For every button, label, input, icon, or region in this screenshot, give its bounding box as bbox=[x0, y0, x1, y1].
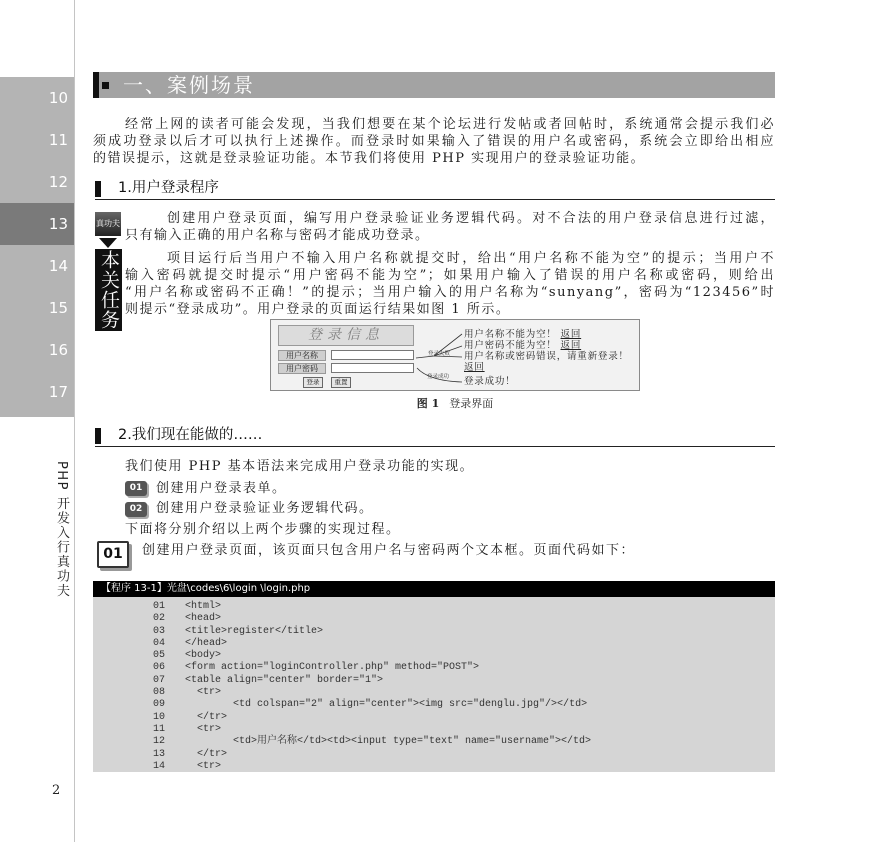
chapter-tab-12: 12 bbox=[48, 173, 68, 191]
page-number: 2 bbox=[52, 783, 61, 798]
code-line-number: 09 bbox=[152, 699, 165, 711]
code-line-text: <table align="center" border="1"> bbox=[185, 674, 384, 686]
step-01-icon: 01 bbox=[125, 481, 147, 496]
annotation-text: 用户名称不能为空！ bbox=[464, 328, 557, 340]
requirements-paragraph bbox=[125, 250, 775, 318]
code-line bbox=[93, 638, 775, 650]
text-line: 须成功登录以后才可以执行上述操作。而登录时如果输入了错误的用户名或密码，系统会立即给出相应 bbox=[93, 134, 775, 149]
code-line bbox=[93, 749, 775, 761]
code-line-text: </tr> bbox=[185, 748, 228, 760]
step-item bbox=[156, 500, 775, 517]
annotation-back bbox=[464, 362, 485, 373]
subsection-title: 2.我们现在能做的…… bbox=[118, 427, 263, 443]
code-line bbox=[93, 613, 775, 625]
text-line: 创建用户登录页面，编写用户登录验证业务逻辑代码。对不合法的用户登录信息进行过滤， bbox=[167, 211, 775, 226]
code-line bbox=[93, 724, 775, 736]
login-screenshot-figure bbox=[270, 319, 640, 391]
text-line: 输入密码就提交时提示“用户密码不能为空”；如果用户输入了错误的用户名称或密码，则给出 bbox=[125, 268, 775, 283]
code-line bbox=[93, 601, 775, 613]
annotation-text: 用户密码不能为空！ bbox=[464, 340, 557, 351]
code-line-number: 07 bbox=[152, 674, 165, 686]
text-line: 下面将分别介绍以上两个步骤的实现过程。 bbox=[125, 521, 401, 537]
annotation-empty-password bbox=[464, 340, 581, 351]
chapter-tab-11: 11 bbox=[48, 131, 68, 149]
reset-button: 重置 bbox=[331, 377, 351, 388]
step-01-large-icon: 01 bbox=[97, 541, 129, 568]
steps-outro-line bbox=[125, 521, 775, 538]
chapter-sidebar bbox=[0, 77, 74, 417]
code-line-text: <head> bbox=[185, 613, 222, 625]
task-paragraph bbox=[125, 210, 775, 244]
down-arrow-icon bbox=[99, 238, 117, 248]
annotation-login-success bbox=[464, 376, 516, 387]
subsection-title: 1.用户登录程序 bbox=[118, 180, 219, 196]
password-label: 用户密码 bbox=[278, 363, 326, 374]
zhen-gongfu-badge-icon: 真功夫 bbox=[95, 212, 121, 236]
step-text: 创建用户登录验证业务逻辑代码。 bbox=[156, 501, 374, 516]
subsection-heading-2 bbox=[95, 425, 775, 447]
figure-caption-text: 登录界面 bbox=[449, 397, 494, 410]
annotation-text: 用户名称或密码错误，请重新登录！ bbox=[464, 351, 629, 362]
code-line-number: 04 bbox=[152, 637, 165, 649]
code-listing-title: 【程序 13-1】光盘\codes\6\login \login.php bbox=[93, 581, 775, 597]
code-line bbox=[93, 675, 775, 687]
text-line: “用户名称或密码不正确！”的提示；当用户输入的用户名称为“sunyang”，密码为“123456”时 bbox=[125, 285, 775, 300]
step-item bbox=[156, 480, 775, 497]
text-line: 只有输入正确的用户名称与密码才能成功登录。 bbox=[125, 228, 430, 243]
login-button: 登录 bbox=[303, 377, 323, 388]
code-lines bbox=[93, 601, 775, 773]
code-line-text: <form action="loginController.php" method="POST"> bbox=[185, 662, 480, 674]
chapter-tab-14: 14 bbox=[48, 257, 68, 275]
code-line bbox=[93, 650, 775, 662]
overview-line bbox=[125, 458, 775, 475]
section-title: 一、案例场景 bbox=[123, 73, 255, 97]
step-text: 创建用户登录表单。 bbox=[156, 480, 287, 496]
code-line-number: 10 bbox=[152, 711, 165, 723]
chapter-tab-17: 17 bbox=[48, 383, 68, 401]
book-title: PHP 开发入行真功夫 bbox=[54, 461, 69, 599]
chapter-tab-15: 15 bbox=[48, 299, 68, 317]
subsection-heading-1 bbox=[95, 178, 775, 200]
code-line bbox=[93, 761, 775, 773]
header-marker-bar bbox=[93, 72, 99, 98]
code-line-text: </tr> bbox=[185, 711, 228, 723]
text-line: 我们使用 PHP 基本语法来完成用户登录功能的实现。 bbox=[125, 459, 475, 474]
code-line-text: <tr> bbox=[185, 760, 222, 772]
chapter-tab-10: 10 bbox=[48, 89, 68, 107]
back-link: 返回 bbox=[560, 328, 582, 340]
header-marker-square-icon bbox=[102, 82, 109, 89]
code-line-text: <html> bbox=[185, 601, 222, 612]
annotation-empty-username bbox=[464, 329, 581, 340]
code-line bbox=[93, 626, 775, 638]
code-line-text: <title>register</title> bbox=[185, 625, 324, 637]
task-label-badge: 本关任务 bbox=[95, 249, 122, 331]
code-line-number: 03 bbox=[152, 625, 165, 637]
code-line-number: 01 bbox=[152, 601, 165, 612]
gutter-rule bbox=[74, 0, 75, 842]
code-line-number: 11 bbox=[152, 723, 165, 735]
login-form-title: 登录信息 bbox=[278, 325, 414, 346]
code-line-number: 12 bbox=[152, 736, 165, 748]
chapter-tab-13-current: 13 bbox=[0, 203, 74, 245]
step-1-description bbox=[142, 542, 775, 559]
section-header-bar bbox=[93, 72, 775, 98]
code-line-number: 08 bbox=[152, 687, 165, 699]
text-line: 创建用户登录页面，该页面只包含用户名与密码两个文本框。页面代码如下： bbox=[142, 542, 636, 558]
text-line: 项目运行后当用户不输入用户名称就提交时，给出“用户名称不能为空”的提示；当用户不 bbox=[167, 251, 775, 266]
figure-caption bbox=[270, 397, 640, 411]
intro-paragraph bbox=[93, 116, 775, 167]
code-line-text: </head> bbox=[185, 637, 228, 649]
code-listing bbox=[93, 597, 775, 772]
annotation-text: 登录成功！ bbox=[464, 376, 516, 387]
code-line-text: <body> bbox=[185, 650, 222, 662]
code-line-number: 14 bbox=[152, 760, 165, 772]
code-line-number: 05 bbox=[152, 650, 165, 662]
text-line: 经常上网的读者可能会发现，当我们想要在某个论坛进行发帖或者回帖时，系统通常会提示我们必 bbox=[125, 117, 775, 132]
chapter-tab-16: 16 bbox=[48, 341, 68, 359]
code-line bbox=[93, 712, 775, 724]
code-line bbox=[93, 736, 775, 748]
code-line-number: 06 bbox=[152, 662, 165, 674]
username-label: 用户名称 bbox=[278, 350, 326, 361]
code-line bbox=[93, 662, 775, 674]
arrow-label-failure: 登录失败 bbox=[428, 351, 451, 357]
text-line: 的错误提示，这就是登录验证功能。本节我们将使用 PHP 实现用户的登录验证功能。 bbox=[93, 151, 646, 166]
back-link: 返回 bbox=[560, 340, 582, 351]
code-line bbox=[93, 699, 775, 711]
code-line-text: <tr> bbox=[185, 687, 222, 699]
annotation-wrong-credentials bbox=[464, 351, 629, 362]
code-line-number: 13 bbox=[152, 748, 165, 760]
figure-number: 图 1 bbox=[416, 397, 440, 410]
code-line-text: <tr> bbox=[185, 723, 222, 735]
back-link: 返回 bbox=[464, 362, 485, 373]
code-line-number: 02 bbox=[152, 613, 165, 625]
heading-marker-bar bbox=[95, 428, 101, 444]
code-line-text: <td colspan="2" align="center"><img src="denglu.jpg"/></td> bbox=[185, 699, 588, 711]
arrow-label-success: 登录成功 bbox=[427, 374, 450, 380]
step-02-icon: 02 bbox=[125, 502, 147, 517]
heading-marker-bar bbox=[95, 181, 101, 197]
code-line-text: <td>用户名称</td><td><input type="text" name="username"></td> bbox=[185, 736, 592, 748]
text-line: 则提示“登录成功”。用户登录的页面运行结果如图 1 所示。 bbox=[125, 302, 511, 317]
code-line bbox=[93, 687, 775, 699]
